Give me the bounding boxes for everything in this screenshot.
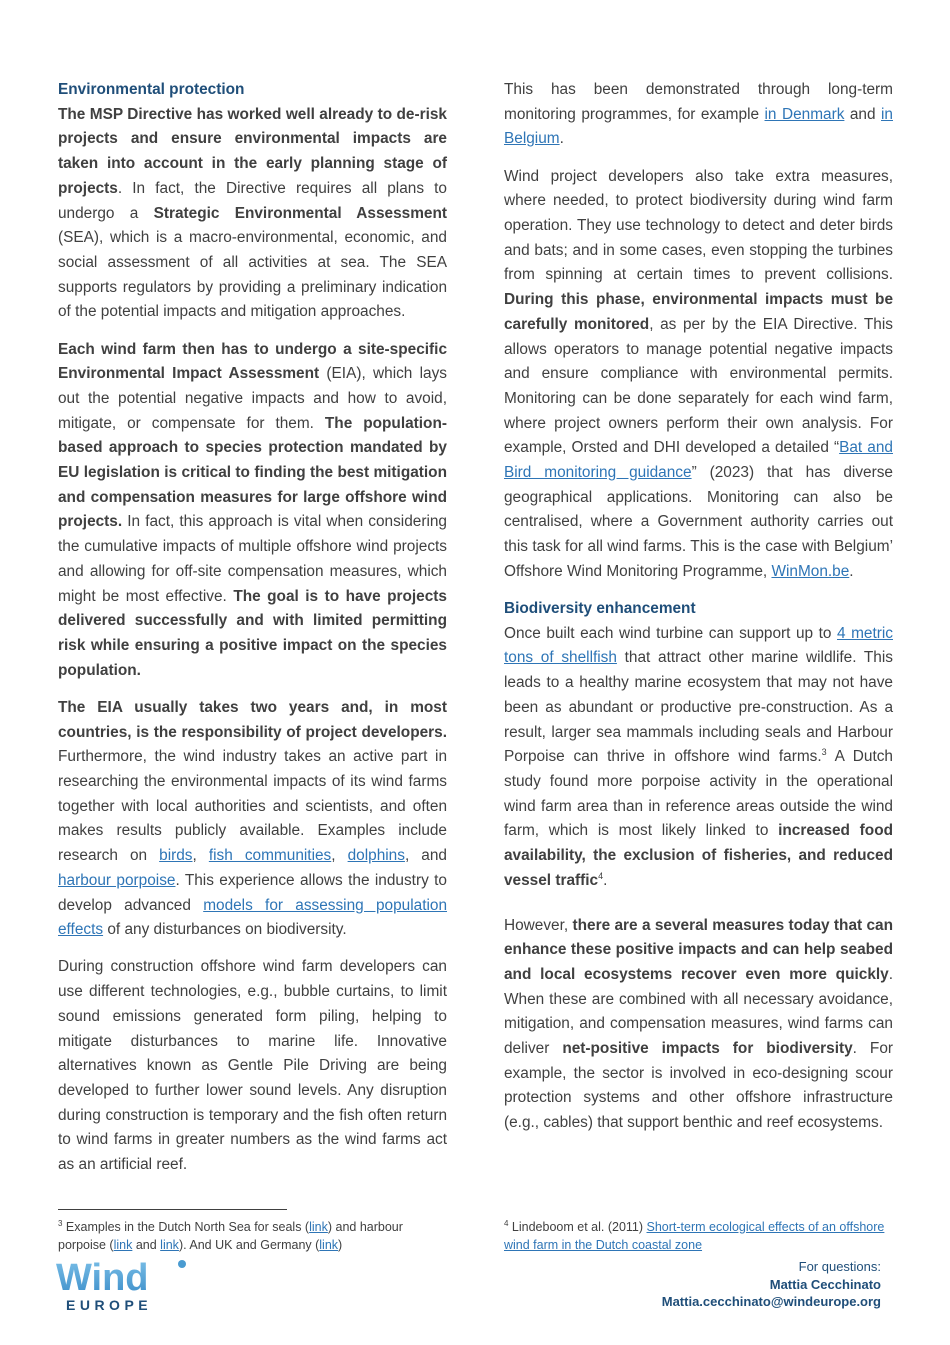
footnote-link[interactable]: link [113,1237,133,1252]
footnote-link[interactable]: Short-term ecological effects of an offshore wind farm in the Dutch coastal zone [504,1220,885,1252]
contact-email[interactable]: Mattia.cecchinato@windeurope.org [661,1294,881,1309]
link-winmon[interactable]: WinMon.be [771,562,850,580]
text: . In fact, the Directive requires all plans to undergo a [58,179,447,222]
contact-block [662,1258,881,1311]
paragraph [504,78,893,152]
link-dolphins[interactable]: dolphins [347,847,405,865]
text: Examples in the Dutch North Sea for seals ( [62,1220,310,1234]
text: Lindeboom et al. (2011) [508,1220,647,1234]
contact-name: Mattia Cecchinato [769,1276,881,1292]
right-column [504,78,893,1148]
bold-text: Strategic Environmental Assessment [153,204,447,222]
bold-text: The EIA usually takes two years and, in most countries, is the responsibility of project developers. [58,698,447,741]
text: (EIA), which lays out the potential negative impacts and how to avoid, mitigate, or compensate for them. [58,365,447,432]
footnote-link[interactable]: link [309,1220,328,1234]
text: . [603,871,608,889]
footnote-link[interactable]: link [160,1237,179,1252]
link-in-belgium[interactable]: in Belgium [504,105,893,148]
logo-wordmark: Wind [56,1257,149,1299]
footnote-divider [58,1209,287,1210]
footnote-3 [58,1219,438,1254]
left-column [58,78,447,1190]
text: . [559,130,564,148]
text: , and [404,847,447,865]
paragraph [504,622,893,894]
bold-text: net-positive impacts for biodiversity [562,1040,853,1058]
text: and [132,1237,161,1252]
paragraph [58,103,447,325]
bold-text: increased food availability, the exclusion of fisheries, and reduced vessel traffic [504,822,893,889]
bold-text: there are a several measures today that can enhance these positive impacts and can help seabed and local ecosystems recover even more quickly [504,916,893,983]
text: . For example, the sector is involved in eco-designing scour protection systems and other offshore infrastructure (e.g., cables) that support benthic and reef ecosystems. [504,1040,894,1132]
footnote-number: 3 [58,1218,63,1228]
text: However, [504,916,573,934]
footnote-4 [504,1219,894,1254]
bold-text: During this phase, environmental impacts must be carefully monitored [504,291,893,333]
footnote-ref: 3 [821,747,827,758]
text: , [192,847,209,865]
link-birds[interactable]: birds [159,847,193,865]
text: , as per by the EIA Directive. This allows operators to manage potential negative impacts and ensure compliance with environmental permits. Monitoring can be done separately for each wind farm, where project owners perform their own analysis. For example, Orsted and DHI developed a detailed “ [504,315,893,457]
text: In fact, this approach is vital when considering the cumulative impacts of multiple offshore wind projects and allowing for off-site compensation measures, which might be most effective. [58,513,447,605]
paragraph [504,914,893,1136]
section-heading-environmental-protection: Environmental protection [58,81,245,98]
bold-text: The goal is to have projects delivered successfully and with limited permitting risk while ensuring a positive impact on the species population. [58,587,447,679]
text: of any disturbances on biodiversity. [103,921,347,939]
windeurope-logo [56,1256,196,1314]
text: ). And UK and Germany ( [178,1237,320,1252]
text: , [331,847,348,865]
contact-label: For questions: [798,1259,881,1274]
text: . When these are combined with all necessary avoidance, mitigation, and compensation measures, wind farms can deliver [504,965,893,1058]
text: Once built each wind turbine can support up to [504,624,837,642]
paragraph [58,696,447,943]
bold-text: The MSP Directive has worked well already to de-risk projects and ensure environmental impacts are taken into account in the early planning stage of projects [58,105,447,197]
text: . This experience allows the industry to develop advanced [58,871,447,914]
bold-text: Each wind farm then has to undergo a site-specific Environmental Impact Assessment [58,340,447,383]
link-in-denmark[interactable]: in Denmark [764,105,845,123]
paragraph [504,165,893,585]
logo-dot [178,1260,186,1268]
text: A Dutch study found more porpoise activity in the operational wind farm area than in reference areas outside the wind farm, which is most likely linked to [504,748,893,840]
text: . [849,562,854,580]
link-harbour-porpoise[interactable]: harbour porpoise [58,871,176,889]
text: ” (2023) that has diverse geographical applications. Monitoring can also be centralised, where a Government authority carries out this task for all wind farms. This is the case with Belgium’ Offshore Wind Monitoring Programme, [504,464,893,580]
link-shellfish[interactable]: 4 metric tons of shellfish [504,624,893,667]
text: and [844,105,882,123]
footnote-link[interactable]: link [319,1237,339,1252]
section-heading-biodiversity-enhancement: Biodiversity enhancement [504,600,696,618]
link-fish-communities[interactable]: fish communities [208,847,332,865]
paragraph: During construction offshore wind farm developers can use different technologies, e.g., bubble curtains, to limit sound emissions generated form piling, helping to mitigate disturbances to marine life. Innovative alternatives known as Gentle Pile Driving are being developed to further lower sound levels. Any disruption during construction is temporary and the fish often return to wind farms in greater numbers as the wind farms act as an artificial reef. [58,958,447,1174]
text: Wind project developers also take extra measures, where needed, to protect biodiversity during wind farm operation. They use technology to detect and deter birds and bats; and in some cases, even stopping the turbines from spinning at certain times to prevent collisions. [504,167,893,284]
link-bat-bird-guidance[interactable]: Bat and Bird monitoring guidance [504,439,893,482]
text: Furthermore, the wind industry takes an active part in researching the environmental impacts of its wind farms together with local authorities and scientists, and often makes results publicly available. Examples include research on [58,748,447,865]
footnote-ref: 4 [598,870,604,881]
text: (SEA), which is a macro-environmental, economic, and social assessment of all activities at sea. The SEA supports regulators by providing a preliminary indication of the potential impacts and mitigation approaches. [58,229,447,321]
text: ) [338,1237,343,1252]
footnote-number: 4 [504,1218,509,1228]
bold-text: The population-based approach to species protection mandated by EU legislation is critical to finding the best mitigation and compensation measures for large offshore wind projects. [58,414,447,531]
logo-subword: EUROPE [66,1297,153,1313]
link-population-models[interactable]: models for assessing population effects [58,896,448,939]
text: that attract other marine wildlife. This leads to a healthy marine ecosystem that may not have been as abundant or productive pre-construction. As a result, larger sea mammals including seals and Harbour Porpoise can thrive in offshore wind farms. [504,649,893,766]
text: This has been demonstrated through long-term monitoring programmes, for example [504,81,893,123]
text: ) and harbour porpoise ( [58,1220,403,1252]
paragraph [58,338,447,684]
